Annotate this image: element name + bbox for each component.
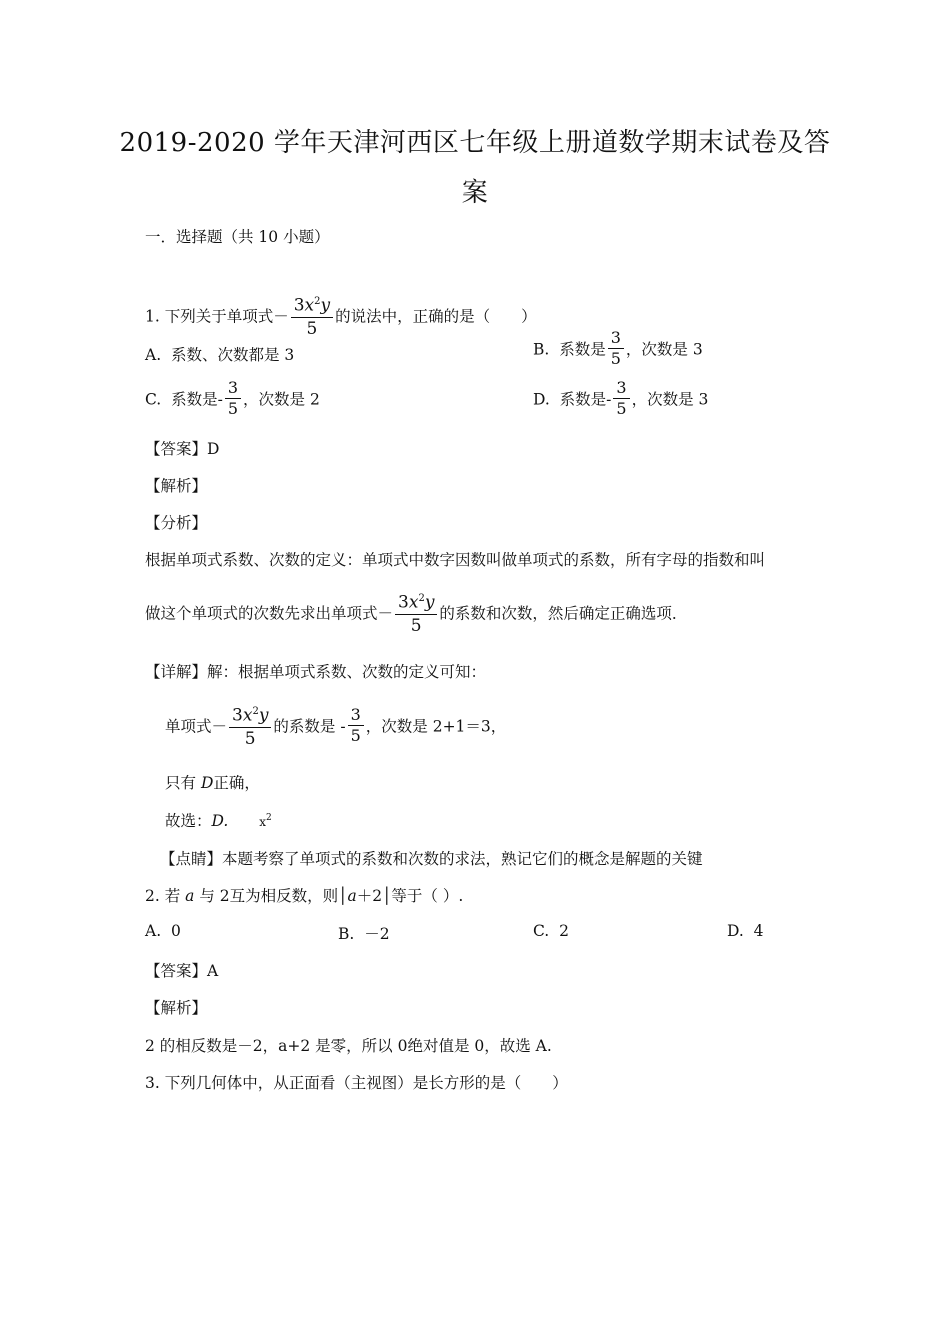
q1-detail-l3-post: 正确， bbox=[213, 774, 260, 792]
q1-dianjing: 【点睛】本题考察了单项式的系数和次数的求法，熟记它们的概念是解题的关键 bbox=[160, 850, 703, 868]
q2-stem bbox=[145, 884, 463, 906]
q1-option-b-fraction bbox=[608, 328, 624, 369]
q2-stem-post: ＋2│等于（ ）. bbox=[356, 887, 464, 905]
q1-detail-l2-post: ，次数是 2+1＝3， bbox=[365, 717, 507, 736]
q1-fenxi-var2: y bbox=[424, 592, 435, 613]
q2-option-b-label: B. bbox=[338, 925, 355, 943]
q1-option-c-num: 3 bbox=[225, 378, 241, 399]
q1-option-d-post: ，次数是 3 bbox=[631, 390, 709, 409]
q1-detail-coef: 3 bbox=[232, 705, 243, 726]
q1-detail-l2-num: 3 bbox=[348, 705, 364, 726]
section-heading: 一．选择题（共 10 小题） bbox=[145, 228, 330, 246]
q1-option-b-num: 3 bbox=[608, 328, 624, 349]
q1-fenxi-line2-post: 的系数和次数，然后确定正确选项． bbox=[439, 604, 688, 623]
q1-option-b-den: 5 bbox=[610, 349, 621, 368]
q1-stem-prefix: 1. 下列关于单项式－ bbox=[145, 307, 289, 326]
q1-detail-line2 bbox=[165, 703, 506, 752]
q1-option-b-pre: 系数是 bbox=[559, 340, 606, 359]
q1-stem bbox=[145, 293, 537, 342]
q1-detail-l2-mid: 的系数是 - bbox=[273, 717, 346, 736]
q2-option-d bbox=[727, 922, 764, 940]
q1-analysis-heading: 【解析】 bbox=[145, 477, 208, 495]
q1-detail-var1: x bbox=[242, 705, 253, 726]
q1-detail-l3-pre: 只有 bbox=[165, 774, 201, 792]
q2-option-a bbox=[145, 922, 181, 940]
q1-detail-l4-extra: x bbox=[259, 815, 267, 829]
q1-detail-l4-extra-exp: 2 bbox=[266, 812, 272, 823]
q1-stem-suffix: 的说法中，正确的是（ ） bbox=[335, 307, 537, 326]
q2-option-b-text: －2 bbox=[364, 925, 390, 943]
q1-detail-line3 bbox=[165, 771, 260, 793]
q2-option-d-label: D. bbox=[727, 922, 744, 940]
q1-option-b-post: ，次数是 3 bbox=[625, 340, 703, 359]
q2-option-b bbox=[338, 922, 390, 944]
q1-option-b-label: B. bbox=[533, 340, 550, 359]
q1-detail-coef-fraction bbox=[348, 705, 364, 746]
q1-monomial-fraction bbox=[291, 291, 333, 340]
q1-option-a-label: A. bbox=[145, 346, 162, 364]
q1-option-c-den: 5 bbox=[227, 399, 239, 418]
q1-monomial-var1: x bbox=[304, 295, 315, 316]
q3-stem: 3. 下列几何体中，从正面看（主视图）是长方形的是（ ） bbox=[145, 1074, 568, 1092]
q1-option-a-text: 系数、次数都是 3 bbox=[170, 346, 295, 364]
q1-detail-exp: 2 bbox=[252, 706, 259, 717]
q2-option-c-text: 2 bbox=[559, 922, 569, 940]
q2-stem-pre: 2. 若 bbox=[145, 887, 186, 905]
q1-detail-l2-den: 5 bbox=[350, 725, 361, 745]
q1-option-c bbox=[145, 380, 320, 421]
q1-detail-l2-pre: 单项式－ bbox=[165, 717, 228, 736]
q1-detail-var2: y bbox=[258, 705, 269, 726]
q2-analysis-text: 2 的相反数是－2，a+2 是零，所以 0绝对值是 0，故选 A. bbox=[145, 1037, 552, 1055]
q2-option-d-text: 4 bbox=[753, 922, 764, 940]
q1-detail-fraction bbox=[229, 701, 271, 750]
q1-fenxi-coef: 3 bbox=[398, 592, 409, 613]
q1-option-c-fraction bbox=[225, 378, 241, 419]
q1-monomial-den: 5 bbox=[306, 318, 318, 339]
q1-detail-l4-pre: 故选： bbox=[165, 812, 212, 830]
q2-option-c bbox=[533, 922, 569, 940]
doc-title-line2: 案 bbox=[461, 178, 489, 208]
q1-detail-line4 bbox=[165, 809, 272, 831]
q2-option-a-text: 0 bbox=[170, 922, 181, 940]
q1-option-a bbox=[145, 343, 294, 365]
q2-option-a-label: A. bbox=[145, 922, 162, 940]
q1-fenxi-var1: x bbox=[408, 592, 419, 613]
q2-option-c-label: C. bbox=[533, 922, 550, 940]
q2-stem-mid: 与 2互为相反数，则│ bbox=[194, 887, 348, 905]
q1-detail: 【详解】解：根据单项式系数、次数的定义可知： bbox=[145, 663, 487, 681]
q2-analysis-heading: 【解析】 bbox=[145, 999, 208, 1017]
q1-option-d-fraction bbox=[613, 378, 629, 419]
q1-option-c-pre: 系数是- bbox=[171, 390, 223, 409]
q1-fenxi-fraction bbox=[395, 588, 437, 637]
q1-option-d bbox=[533, 380, 708, 421]
q1-fenxi-line2-pre: 做这个单项式的次数先求出单项式－ bbox=[145, 604, 394, 623]
q2-stem-var2: a bbox=[347, 887, 357, 905]
q1-monomial-coef: 3 bbox=[293, 295, 305, 316]
q1-detail-den: 5 bbox=[244, 728, 256, 749]
q1-fenxi-heading: 【分析】 bbox=[145, 514, 208, 532]
q1-fenxi-exp: 2 bbox=[418, 593, 425, 604]
q1-detail-l3-var: D bbox=[200, 774, 214, 792]
q1-option-d-den: 5 bbox=[616, 399, 627, 418]
q1-option-d-pre: 系数是- bbox=[559, 390, 612, 409]
q1-fenxi-line1: 根据单项式系数、次数的定义：单项式中数字因数叫做单项式的系数，所有字母的指数和叫 bbox=[145, 551, 766, 569]
q1-answer: 【答案】D bbox=[145, 440, 220, 458]
doc-title-line1: 2019-2020 学年天津河西区七年级上册道数学期末试卷及答 bbox=[119, 128, 831, 158]
q1-option-d-num: 3 bbox=[613, 378, 629, 399]
q1-option-c-label: C. bbox=[145, 390, 162, 409]
q1-monomial-exp: 2 bbox=[314, 296, 321, 307]
q1-option-c-post: ，次数是 2 bbox=[243, 390, 320, 409]
q1-option-b bbox=[533, 330, 703, 371]
q1-option-d-label: D. bbox=[533, 390, 550, 409]
q1-fenxi-line2 bbox=[145, 590, 687, 639]
q1-monomial-var2: y bbox=[320, 295, 331, 316]
q2-stem-var: a bbox=[185, 887, 195, 905]
q1-detail-l4-var: D. bbox=[211, 812, 229, 830]
q1-fenxi-den: 5 bbox=[410, 615, 422, 636]
q2-answer: 【答案】A bbox=[145, 962, 219, 980]
